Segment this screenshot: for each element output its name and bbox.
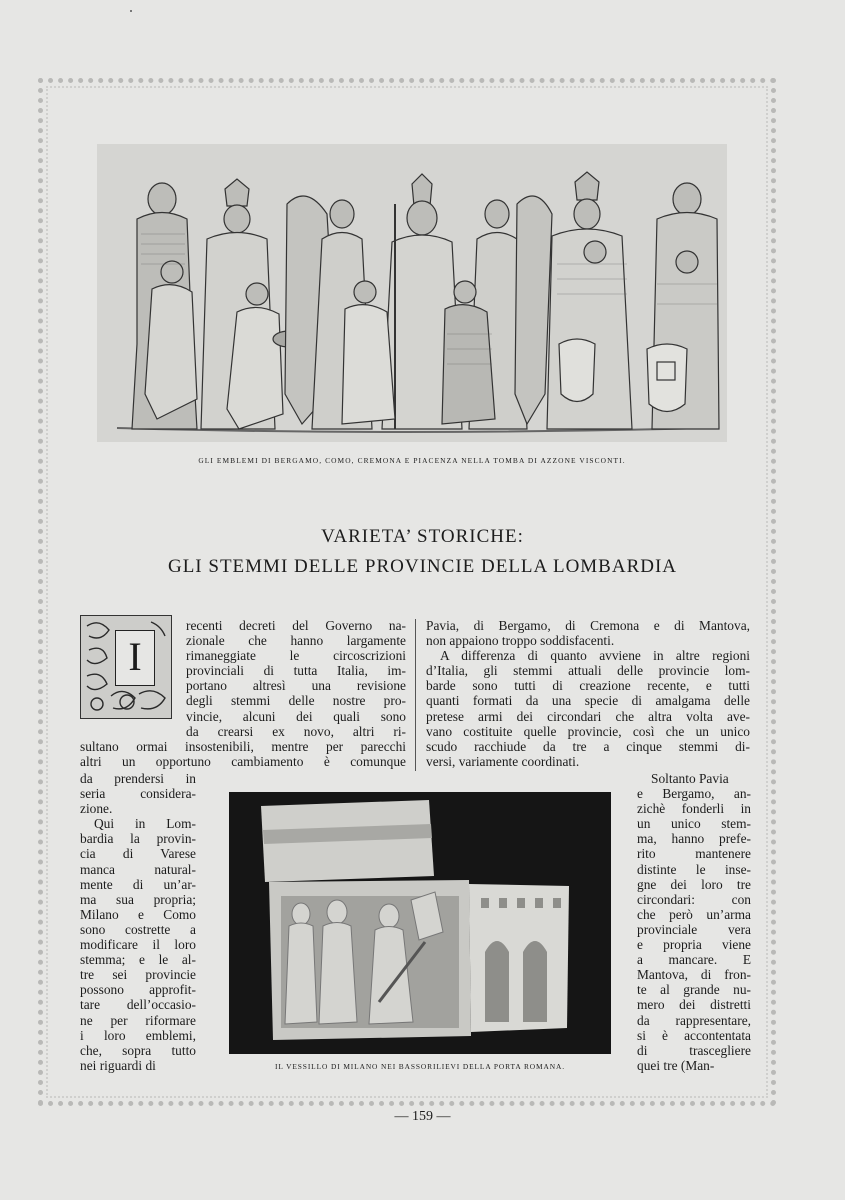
text-line: distinte le inse- — [637, 861, 751, 877]
tomb-engraving-illustration — [97, 144, 727, 442]
text-line: gne dei loro tre — [637, 876, 751, 892]
text-line: modificare il loro — [80, 937, 196, 953]
article-title-line-1: VARIETA’ STORICHE: — [321, 526, 524, 547]
text-line: possono approfit- — [80, 982, 196, 998]
text-line: zione. — [80, 801, 113, 817]
text-line: ma sua propria; — [80, 891, 196, 907]
text-line: seria considera- — [80, 786, 196, 802]
text-line: portano altresì una revisione — [186, 678, 406, 694]
top-figure-caption: GLI EMBLEMI DI BERGAMO, COMO, CREMONA E PIACENZA NELLA TOMBA DI AZZONE VISCONTI. — [198, 456, 626, 465]
text-line: tre sei provincie — [80, 967, 196, 983]
text-line: versi, variamente coordinati. — [426, 753, 580, 769]
text-line: a mancare. E — [637, 952, 751, 968]
text-line: vincie, alcuni dei quali sono — [186, 708, 406, 724]
middle-figure-caption: IL VESSILLO DI MILANO NEI BASSORILIEVI DELLA PORTA ROMANA. — [275, 1062, 565, 1071]
right-column-narrow — [637, 771, 751, 1073]
text-line: vano costituite quelle provincie, così che un unico — [426, 723, 750, 739]
text-line: non appaiono troppo soddisfacenti. — [426, 633, 615, 649]
text-line: Qui in Lom- — [94, 816, 196, 832]
text-line: ma, hanno prefe- — [637, 831, 751, 847]
text-line: mente di un’ar- — [80, 876, 196, 892]
text-line: manca natural- — [80, 861, 196, 877]
text-line: sultano ormai insostenibili, mentre per parecchi — [80, 739, 406, 754]
text-line: rito mantenere — [637, 846, 751, 862]
text-line: da rappresentare, — [637, 1012, 751, 1028]
right-column-top — [426, 618, 750, 769]
text-line: un unico stem- — [637, 816, 751, 832]
text-line: zionale che hanno largamente — [186, 633, 406, 649]
left-column-narrow — [80, 771, 196, 1073]
text-line: e propria viene — [637, 937, 751, 953]
text-line: recenti decreti del Governo na- — [186, 618, 406, 633]
text-line: che, sopra tutto — [80, 1042, 196, 1058]
text-line: quei tre (Man- — [637, 1057, 715, 1073]
drop-cap-letter: I — [115, 630, 155, 686]
text-line: quanti formati da una specie di amalgama delle — [426, 693, 750, 709]
bas-relief-illustration — [229, 792, 611, 1054]
text-line: rimaneggiate le circoscrizioni — [186, 648, 406, 664]
text-line: nei riguardi di — [80, 1057, 156, 1073]
text-line: barde sono tutti di creazione recente, e tutti — [426, 678, 750, 694]
text-line: Milano e Como — [80, 906, 196, 922]
text-line: A differenza di quanto avviene in altre regioni — [440, 648, 750, 664]
text-line: te al grande nu- — [637, 982, 751, 998]
text-line: che però un’arma — [637, 906, 751, 922]
text-line: da crearsi ex novo, altri ri- — [186, 723, 406, 739]
text-line: da prendersi in — [80, 771, 196, 786]
text-line: cia di Varese — [80, 846, 196, 862]
text-line: ne per riformare — [80, 1012, 196, 1028]
text-line: Pavia, di Bergamo, di Cremona e di Mantova, — [426, 618, 750, 633]
text-line: provinciale vera — [637, 921, 751, 937]
text-line: degli stemmi delle nostre pro- — [186, 693, 406, 709]
page-number: — 159 — — [394, 1109, 451, 1124]
text-line: i loro emblemi, — [80, 1027, 196, 1043]
text-line: pretese armi dei circondari che altra volta ave- — [426, 708, 750, 724]
text-line: d’Italia, gli stemmi attuali delle provincie lom- — [426, 663, 750, 679]
text-line: provinciali di tutta Italia, im- — [186, 663, 406, 679]
text-line: Soltanto Pavia — [651, 771, 729, 786]
tomb-engraving-figure — [97, 144, 727, 442]
text-line: mero dei distretti — [637, 997, 751, 1013]
left-column-intro — [186, 618, 406, 739]
text-line: altri un opportuno cambiamento è comunque — [80, 754, 406, 770]
bas-relief-photo — [229, 792, 611, 1054]
text-line: stemma; e le al- — [80, 952, 196, 968]
text-line: zichè fonderli in — [637, 801, 751, 817]
text-line: di trascegliere — [637, 1042, 751, 1058]
text-line: sono costrette a — [80, 921, 196, 937]
text-line: e Bergamo, an- — [637, 786, 751, 802]
text-line: si è accontentata — [637, 1027, 751, 1043]
text-line: tare dell’occasio- — [80, 997, 196, 1013]
left-column-full — [80, 739, 406, 769]
text-line: scudo racchiude da tre a cinque stemmi di- — [426, 738, 750, 754]
column-divider — [415, 619, 416, 771]
article-title-line-2: GLI STEMMI DELLE PROVINCIE DELLA LOMBARDIA — [167, 556, 678, 577]
paper-speck — [130, 10, 132, 12]
text-line: Mantova, di fron- — [637, 967, 751, 983]
ornamental-initial — [80, 615, 172, 719]
text-line: bardia la provin- — [80, 831, 196, 847]
text-line: circondari: con — [637, 891, 751, 907]
